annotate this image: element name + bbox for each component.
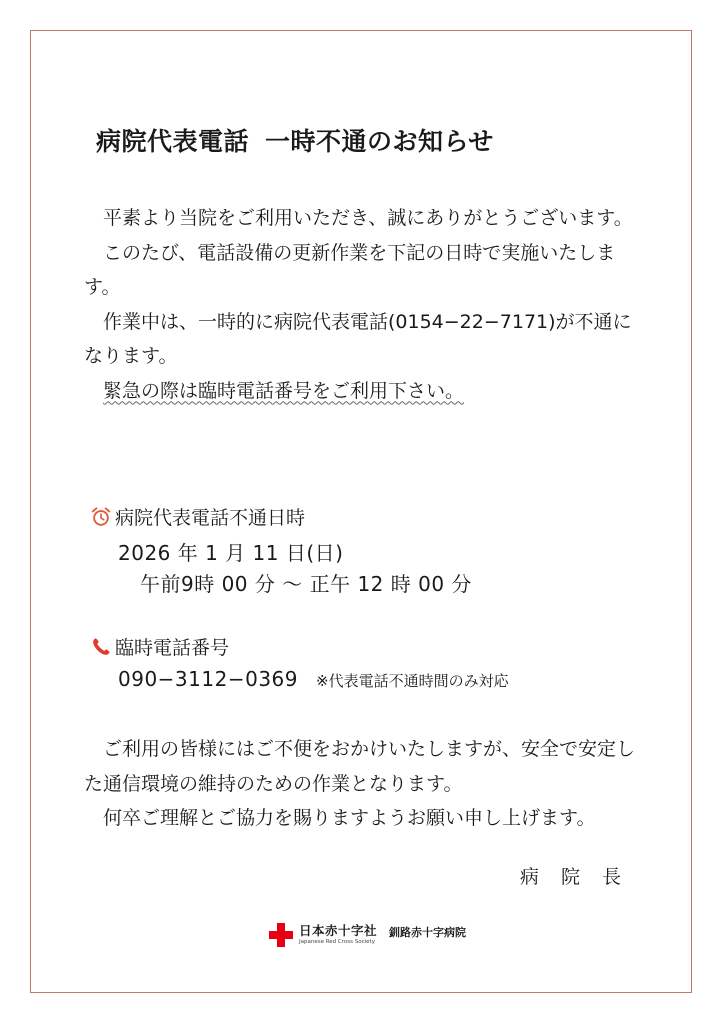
signer: 病 院 長: [519, 866, 629, 888]
title-sub: 一時不通のお知らせ: [265, 127, 494, 156]
red-cross-icon: [268, 922, 294, 948]
intro-paragraph-1: 平素より当院をご利用いただき、誠にありがとうございます。: [103, 207, 633, 229]
page-title: [96, 122, 494, 158]
footer-logo: [268, 922, 466, 948]
intro-paragraph-3: 作業中は、一時的に病院代表電話(0154−22−7171)が不通になります。: [84, 310, 632, 367]
alarm-clock-icon: [90, 506, 112, 528]
emergency-notice: 緊急の際は臨時電話番号をご利用下さい。: [103, 379, 465, 402]
intro-section: [84, 201, 644, 408]
phone-icon: [90, 636, 112, 658]
org-name-en: Japanese Red Cross Society: [299, 939, 375, 945]
outage-date: 2026 年 1 月 11 日(日): [118, 541, 344, 565]
outage-time: 午前9時 00 分 ～ 正午 12 時 00 分: [140, 572, 472, 596]
intro-paragraph-4: [84, 374, 644, 409]
temp-phone-note: ※代表電話不通時間のみ対応: [316, 672, 509, 690]
temp-phone-line: [118, 667, 509, 691]
hospital-name: 釧路赤十字病院: [389, 926, 467, 939]
temp-phone-heading-label: 臨時電話番号: [115, 637, 230, 659]
org-name-jp: 日本赤十字社: [299, 923, 378, 938]
closing-paragraph-2: 何卒ご理解とご協力を賜りますようお願い申し上げます。: [103, 807, 596, 829]
outage-heading-label: 病院代表電話不通日時: [115, 507, 306, 529]
closing-section: [84, 732, 644, 836]
outage-heading: [90, 503, 305, 530]
temp-phone-number: 090−3112−0369: [118, 667, 298, 691]
jrcs-logotype: [299, 924, 377, 946]
temp-phone-heading: [90, 633, 229, 660]
intro-paragraph-2: このたび、電話設備の更新作業を下記の日時で実施いたします。: [84, 241, 616, 298]
title-main: 病院代表電話: [96, 127, 250, 156]
closing-paragraph-1: ご利用の皆様にはご不便をおかけいたしますが、安全で安定した通信環境の維持のための作業となります。: [84, 738, 636, 795]
